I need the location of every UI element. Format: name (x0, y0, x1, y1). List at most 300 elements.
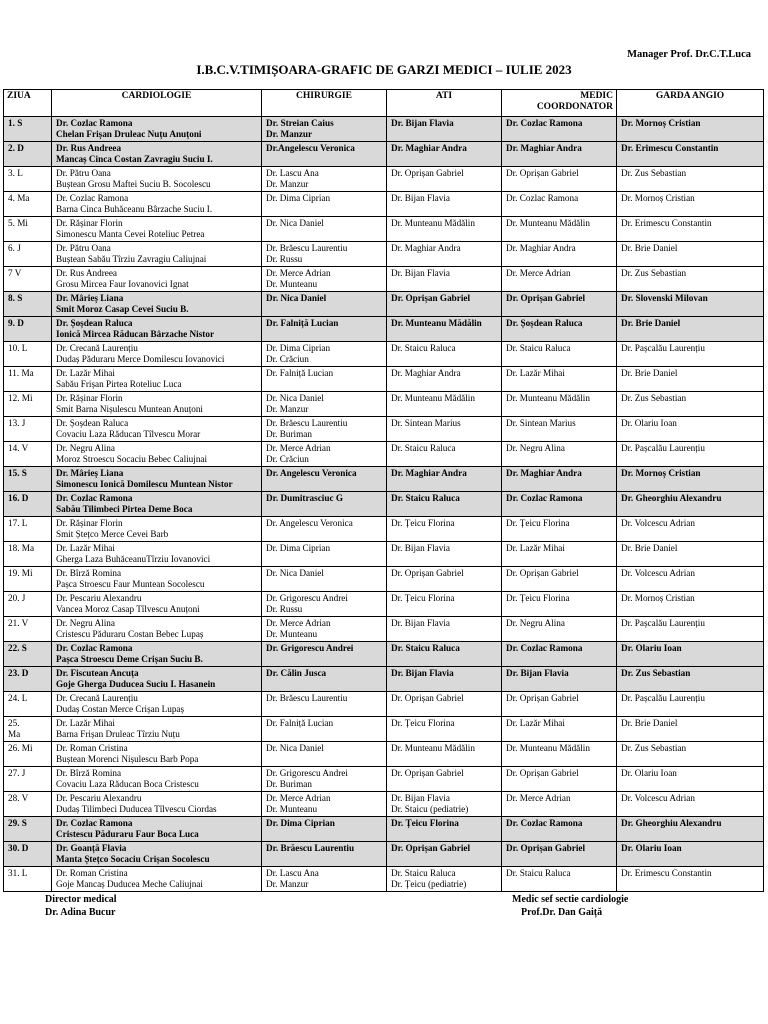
cell-line: Dr. Zus Sebastian (621, 268, 687, 278)
cell-line: Dr. Cozlac Ramona (56, 193, 129, 203)
cell-angio (617, 592, 764, 617)
cell-angio (617, 642, 764, 667)
cell-ati (387, 442, 502, 467)
cell-coordinator (502, 217, 617, 242)
cell-surgery (262, 617, 387, 642)
cell-line: Dr. Slovenski Milovan (621, 293, 708, 303)
cell-line: Dr. Erimescu Constantin (621, 868, 712, 878)
cell-surgery (262, 117, 387, 142)
cell-coordinator (502, 717, 617, 742)
cell-coordinator (502, 342, 617, 367)
cell-coordinator (502, 292, 617, 317)
cell-cardiology (52, 767, 262, 792)
cell-line: Dr. Staicu Raluca (506, 868, 571, 878)
cell-line: 31. L (8, 868, 28, 878)
cell-line: 6. J (8, 243, 21, 253)
cell-line: Dr. Bijan Flavia (391, 268, 450, 278)
cell-line: 11. Ma (8, 368, 34, 378)
table-row (4, 617, 764, 642)
cell-line: Dr. Țeicu Florina (391, 518, 455, 528)
cell-day (4, 342, 52, 367)
cell-line: Dr. Maghiar Andra (391, 368, 461, 378)
cell-line: Dr. Crăciun (266, 454, 309, 464)
cell-line: Dr. Mârieș Liana (56, 293, 124, 303)
cell-angio (617, 692, 764, 717)
cell-line: Dr. Șoșdean Raluca (56, 418, 129, 428)
cell-line: Dr. Streian Caius (266, 118, 334, 128)
cell-coordinator (502, 192, 617, 217)
cell-line: Dr. Oprișan Gabriel (506, 843, 586, 853)
cell-ati (387, 717, 502, 742)
cell-day (4, 242, 52, 267)
column-header-surgery: CHIRURGIE (262, 90, 387, 117)
cell-day (4, 392, 52, 417)
cell-line: Dr. Dumitrasciuc G (266, 493, 343, 503)
cell-line: Dr. Oprișan Gabriel (506, 693, 579, 703)
cell-angio (617, 142, 764, 167)
cell-line: Dr. Oprișan Gabriel (506, 568, 579, 578)
cell-cardiology (52, 842, 262, 867)
cell-line: Dr. Staicu Raluca (391, 493, 460, 503)
cell-line: 8. S (8, 293, 23, 303)
cell-line: Dr. Grigorescu Andrei (266, 768, 348, 778)
cell-line: Dr. Roman Cristina (56, 743, 128, 753)
column-header-cardiology: CARDIOLOGIE (52, 90, 262, 117)
cell-surgery (262, 792, 387, 817)
cell-line: Dr. Dima Ciprian (266, 193, 331, 203)
cell-surgery (262, 342, 387, 367)
cell-ati (387, 217, 502, 242)
cell-line: Dr. Cozlac Ramona (506, 643, 583, 653)
cell-line: Simonescu Ionică Domilescu Muntean Nistor (56, 479, 233, 489)
cell-cardiology (52, 642, 262, 667)
cell-line: 5. Mi (8, 218, 28, 228)
cell-angio (617, 742, 764, 767)
cell-line: Dr. Dima Ciprian (266, 543, 331, 553)
cell-line: Dr. Merce Adrian (266, 618, 331, 628)
cell-day (4, 417, 52, 442)
cell-line: Dr. Brăescu Laurentiu (266, 843, 355, 853)
cell-angio (617, 717, 764, 742)
cell-line: Dr. Russu (266, 254, 303, 264)
cell-angio (617, 392, 764, 417)
cell-line: Dr. Falniță Lucian (266, 368, 334, 378)
cell-line: 16. D (8, 493, 29, 503)
cell-line: Dr. Merce Adrian (506, 268, 571, 278)
column-header-angio: GARDA ANGIO (617, 90, 764, 117)
cell-cardiology (52, 167, 262, 192)
manager-name: Manager Prof. Dr.C.T.Luca (627, 49, 751, 60)
table-row (4, 117, 764, 142)
cell-angio (617, 367, 764, 392)
cell-coordinator (502, 492, 617, 517)
cell-line: Dr. Cozlac Ramona (506, 193, 579, 203)
cell-line: Dr. Pătru Oana (56, 243, 111, 253)
cell-ati (387, 517, 502, 542)
cell-surgery (262, 817, 387, 842)
cell-day (4, 642, 52, 667)
cell-day (4, 317, 52, 342)
cell-line: Dr. Rășinar Florin (56, 393, 123, 403)
cell-surgery (262, 842, 387, 867)
cell-surgery (262, 467, 387, 492)
cell-line: Dr. Bijan Flavia (391, 193, 450, 203)
cell-day (4, 867, 52, 892)
cell-line: Dr. Staicu Raluca (391, 343, 456, 353)
cell-line: 20. J (8, 593, 26, 603)
cell-angio (617, 817, 764, 842)
cell-line: Dr. Negru Alina (506, 443, 565, 453)
cell-line: Dr. Bijan Flavia (391, 618, 450, 628)
cell-surgery (262, 367, 387, 392)
cell-line: Dr. Dima Ciprian (266, 343, 331, 353)
cell-surgery (262, 592, 387, 617)
cell-line: Dr. Brie Daniel (621, 243, 678, 253)
cell-line: Dr. Lazăr Mihai (506, 718, 565, 728)
cell-coordinator (502, 142, 617, 167)
cell-coordinator (502, 392, 617, 417)
cell-line: Mancaș Cinca Costan Zavragiu Suciu I. (56, 154, 213, 164)
cell-ati (387, 792, 502, 817)
cell-line: Dr. Russu (266, 604, 303, 614)
cell-line: Dr. Oprișan Gabriel (391, 693, 464, 703)
cell-line: 13. J (8, 418, 26, 428)
cell-surgery (262, 142, 387, 167)
cell-angio (617, 417, 764, 442)
cell-line: Dr. Manzur (266, 879, 309, 889)
cell-line: Dr. Zus Sebastian (621, 168, 687, 178)
cell-line: Dr. Munteanu (266, 804, 318, 814)
table-row (4, 467, 764, 492)
table-row (4, 517, 764, 542)
cell-line: Ionică Mircea Răducan Bârzache Nistor (56, 329, 215, 339)
cell-line: Buștean Grosu Maftei Suciu B. Socolescu (56, 179, 211, 189)
cell-angio (617, 867, 764, 892)
cell-line: Goje Mancaș Duducea Meche Caliujnai (56, 879, 203, 889)
table-row (4, 792, 764, 817)
cell-ati (387, 742, 502, 767)
cell-line: Dr. Brăescu Laurentiu (266, 693, 348, 703)
cell-line: 10. L (8, 343, 28, 353)
table-row (4, 242, 764, 267)
cell-line: Dr. Oprișan Gabriel (391, 293, 471, 303)
cell-line: Dr. Țeicu (pediatrie) (391, 879, 467, 889)
cell-line: 15. S (8, 468, 27, 478)
cell-day (4, 592, 52, 617)
cell-line: Dr. Șoșdean Raluca (506, 318, 583, 328)
cell-line: Dr. Manzur (266, 179, 309, 189)
cell-line: Dr. Staicu Raluca (391, 443, 456, 453)
cell-day (4, 167, 52, 192)
cell-line: Dr. Gheorghiu Alexandru (621, 818, 722, 828)
cell-surgery (262, 742, 387, 767)
cell-line: Dr. Maghiar Andra (391, 143, 467, 153)
cell-surgery (262, 692, 387, 717)
cell-line: Dr. Lazăr Mihai (56, 368, 115, 378)
table-row (4, 542, 764, 567)
cell-line: 9. D (8, 318, 24, 328)
cell-line: Dr. Brăescu Laurentiu (266, 418, 348, 428)
cell-angio (617, 667, 764, 692)
cell-day (4, 117, 52, 142)
cell-line: Dr. Munteanu (266, 629, 318, 639)
table-row (4, 142, 764, 167)
cell-angio (617, 567, 764, 592)
cell-ati (387, 292, 502, 317)
cell-line: Ma (8, 729, 21, 739)
cell-line: Dr. Staicu Raluca (391, 868, 456, 878)
cell-angio (617, 442, 764, 467)
cell-line: Dr. Țeicu Florina (391, 718, 455, 728)
cell-line: Dr. Lazăr Mihai (506, 368, 565, 378)
cell-line: Dr. Zus Sebastian (621, 393, 687, 403)
cell-line: Dr. Cozlac Ramona (56, 493, 133, 503)
director-name: Dr. Adina Bucur (45, 907, 116, 918)
cell-line: Dr. Lascu Ana (266, 868, 319, 878)
cell-line: Dr. Cozlac Ramona (56, 118, 133, 128)
cell-line: Dr. Lascu Ana (266, 168, 319, 178)
table-row (4, 867, 764, 892)
cell-line: Dr. Olariu Ioan (621, 643, 682, 653)
cell-line: Dr. Brăescu Laurentiu (266, 243, 348, 253)
cell-angio (617, 317, 764, 342)
cell-coordinator (502, 842, 617, 867)
cell-angio (617, 517, 764, 542)
cell-day (4, 192, 52, 217)
cell-cardiology (52, 417, 262, 442)
cell-surgery (262, 317, 387, 342)
cell-ati (387, 542, 502, 567)
cell-line: Dr. Cozlac Ramona (56, 818, 133, 828)
cell-line: Grosu Mircea Faur Iovanovici Ignat (56, 279, 189, 289)
cell-cardiology (52, 617, 262, 642)
cell-coordinator (502, 642, 617, 667)
cell-line: Dr. Cozlac Ramona (506, 493, 583, 503)
cell-angio (617, 292, 764, 317)
cell-line: Barna Frișan Druleac Tîrziu Nuțu (56, 729, 180, 739)
cell-line: Dr. Merce Adrian (266, 793, 331, 803)
cell-coordinator (502, 767, 617, 792)
cell-line: Dr. Oprișan Gabriel (391, 843, 471, 853)
cell-line: Dr. Crăciun (266, 354, 309, 364)
cell-line: Dr. Mârieș Liana (56, 468, 124, 478)
cell-cardiology (52, 817, 262, 842)
cell-line: Dr. Angelescu Veronica (266, 468, 357, 478)
cell-cardiology (52, 217, 262, 242)
cell-day (4, 842, 52, 867)
document-title: I.B.C.V.TIMIȘOARA-GRAFIC DE GARZI MEDICI – IULIE 2023 (196, 62, 572, 77)
cell-coordinator (502, 267, 617, 292)
cell-line: Dr. Manzur (266, 129, 313, 139)
cell-cardiology (52, 367, 262, 392)
cell-line: Dr. Țeicu Florina (506, 593, 570, 603)
cell-line: Dr. Merce Adrian (506, 793, 571, 803)
cell-ati (387, 142, 502, 167)
head-of-cardiology-role: Medic sef sectie cardiologie (512, 894, 629, 905)
cell-coordinator (502, 817, 617, 842)
cell-line: Dr. Munteanu Mădălin (391, 318, 482, 328)
table-row (4, 192, 764, 217)
cell-day (4, 767, 52, 792)
cell-coordinator (502, 317, 617, 342)
cell-angio (617, 492, 764, 517)
cell-line: Dr. Sintean Marius (506, 418, 576, 428)
schedule-body (4, 117, 764, 892)
cell-line: Dr. Munteanu Mădălin (506, 218, 590, 228)
cell-line: 2. D (8, 143, 24, 153)
cell-cardiology (52, 517, 262, 542)
cell-cardiology (52, 742, 262, 767)
cell-cardiology (52, 142, 262, 167)
cell-day (4, 217, 52, 242)
table-row (4, 592, 764, 617)
cell-cardiology (52, 267, 262, 292)
table-row (4, 342, 764, 367)
cell-line: 1. S (8, 118, 23, 128)
cell-line: Dr. Nica Daniel (266, 393, 324, 403)
cell-coordinator (502, 667, 617, 692)
cell-surgery (262, 717, 387, 742)
cell-ati (387, 192, 502, 217)
cell-day (4, 292, 52, 317)
cell-surgery (262, 567, 387, 592)
cell-line: Dr. Lazăr Mihai (56, 718, 115, 728)
cell-line: Dudaș Costan Merce Crișan Lupaș (56, 704, 185, 714)
cell-line: Dr. Buriman (266, 779, 312, 789)
table-row (4, 367, 764, 392)
cell-cardiology (52, 792, 262, 817)
cell-line: Dr. Cozlac Ramona (506, 818, 583, 828)
cell-line: Manta Ștețco Socaciu Crișan Socolescu (56, 854, 210, 864)
cell-line: 3. L (8, 168, 23, 178)
cell-angio (617, 542, 764, 567)
cell-day (4, 492, 52, 517)
cell-line: Dr. Sintean Marius (391, 418, 461, 428)
cell-ati (387, 417, 502, 442)
cell-line: Dr. Angelescu Veronica (266, 518, 353, 528)
on-call-schedule-table (3, 89, 764, 892)
cell-line: Dr. Grigorescu Andrei (266, 593, 348, 603)
cell-line: 25. (8, 718, 20, 728)
cell-line: Dr. Negru Alina (56, 443, 115, 453)
footer-left (45, 893, 117, 919)
cell-line: 27. J (8, 768, 26, 778)
cell-line: Simonescu Manta Cevei Roteliuc Petrea (56, 229, 205, 239)
column-header-day: ZIUA (4, 90, 52, 117)
cell-line: Dr. Buriman (266, 429, 312, 439)
cell-line: Dr. Olariu Ioan (621, 843, 682, 853)
cell-line: 23. D (8, 668, 29, 678)
cell-day (4, 467, 52, 492)
cell-line: Dr. Negru Alina (56, 618, 115, 628)
cell-coordinator (502, 792, 617, 817)
cell-line: Dr. Nica Daniel (266, 293, 327, 303)
table-row (4, 317, 764, 342)
cell-cardiology (52, 342, 262, 367)
cell-line: Sabău Frișan Pirtea Roteliuc Luca (56, 379, 182, 389)
cell-line: 22. S (8, 643, 27, 653)
cell-cardiology (52, 592, 262, 617)
cell-coordinator (502, 442, 617, 467)
cell-day (4, 717, 52, 742)
cell-surgery (262, 242, 387, 267)
cell-ati (387, 492, 502, 517)
table-row (4, 692, 764, 717)
cell-angio (617, 767, 764, 792)
table-row (4, 842, 764, 867)
cell-line: Dr. Mornoș Cristian (621, 193, 695, 203)
cell-line: Dr. Erimescu Constantin (621, 143, 719, 153)
cell-line: Dr. Maghiar Andra (391, 468, 467, 478)
cell-surgery (262, 642, 387, 667)
cell-line: Dudaș Păduraru Merce Domilescu Iovanovici (56, 354, 225, 364)
cell-ati (387, 567, 502, 592)
cell-line: Dr. Falniță Lucian (266, 718, 334, 728)
cell-line: Dr. Mornoș Cristian (621, 468, 701, 478)
cell-line: Dr. Munteanu (266, 279, 318, 289)
cell-line: Cristescu Păduraru Faur Boca Luca (56, 829, 199, 839)
cell-day (4, 442, 52, 467)
cell-line: Smit Moroz Casap Cevei Suciu B. (56, 304, 189, 314)
cell-line: Dr. Bîrză Romina (56, 568, 122, 578)
cell-ati (387, 767, 502, 792)
cell-line: Dr. Zus Sebastian (621, 668, 691, 678)
cell-line: Dr. Pașcalău Laurențiu (621, 618, 705, 628)
cell-ati (387, 467, 502, 492)
table-row (4, 667, 764, 692)
cell-line: Dr. Brie Daniel (621, 318, 681, 328)
cell-line: Dr. Maghiar Andra (506, 468, 582, 478)
cell-line: Dr. Crecană Laurențiu (56, 343, 138, 353)
cell-day (4, 742, 52, 767)
cell-ati (387, 367, 502, 392)
cell-line: Dr. Țeicu Florina (391, 818, 459, 828)
cell-line: Buștean Morenci Nișulescu Barb Popa (56, 754, 199, 764)
cell-ati (387, 642, 502, 667)
cell-line: Dr. Olariu Ioan (621, 768, 677, 778)
cell-surgery (262, 167, 387, 192)
table-row (4, 642, 764, 667)
cell-coordinator (502, 617, 617, 642)
cell-coordinator (502, 117, 617, 142)
cell-angio (617, 217, 764, 242)
cell-cardiology (52, 442, 262, 467)
cell-line: Dr. Oprișan Gabriel (391, 768, 464, 778)
cell-line: Dr. Mornoș Cristian (621, 118, 701, 128)
cell-line: Dr. Negru Alina (506, 618, 565, 628)
cell-day (4, 817, 52, 842)
cell-line: Chelan Frișan Druleac Nuțu Anuțoni (56, 129, 202, 139)
column-header-coordinator: MEDIC COORDONATOR (502, 90, 617, 117)
table-row (4, 442, 764, 467)
cell-line: Dr. Țeicu Florina (391, 593, 455, 603)
cell-cardiology (52, 292, 262, 317)
cell-ati (387, 267, 502, 292)
cell-line: Dr. Munteanu Mădălin (506, 743, 590, 753)
table-row (4, 167, 764, 192)
cell-line: 14. V (8, 443, 29, 453)
cell-line: 24. L (8, 693, 28, 703)
cell-line: Dr. Bijan Flavia (391, 543, 450, 553)
cell-ati (387, 317, 502, 342)
cell-day (4, 542, 52, 567)
cell-angio (617, 467, 764, 492)
cell-line: Dr. Staicu Raluca (506, 343, 571, 353)
cell-day (4, 367, 52, 392)
cell-line: Dr. Lazăr Mihai (56, 543, 115, 553)
cell-line: 19. Mi (8, 568, 33, 578)
cell-line: Smit Ștețco Merce Cevei Barb (56, 529, 169, 539)
